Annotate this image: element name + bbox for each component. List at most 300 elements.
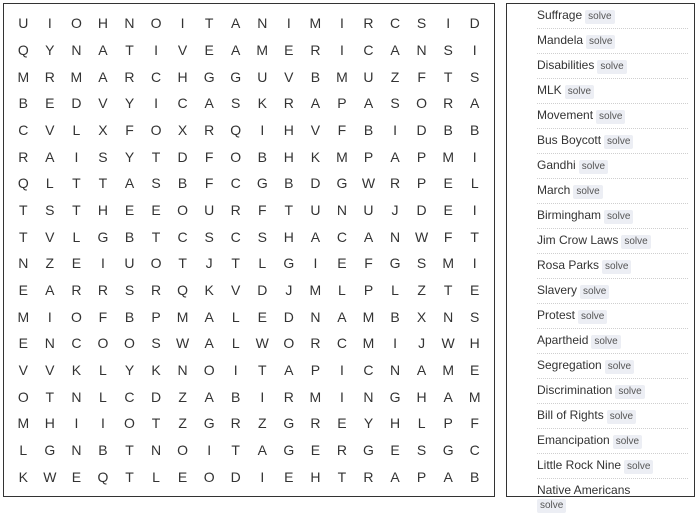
grid-letter[interactable]: U	[310, 201, 321, 218]
grid-letter[interactable]: E	[390, 441, 400, 458]
grid-letter[interactable]: I	[472, 201, 477, 218]
grid-letter[interactable]: L	[231, 335, 240, 352]
grid-letter[interactable]: R	[150, 281, 162, 298]
grid-letter[interactable]: T	[257, 361, 267, 378]
grid-letter[interactable]: B	[470, 121, 480, 138]
grid-letter[interactable]: L	[45, 175, 54, 192]
solve-button[interactable]: solve	[565, 85, 594, 99]
grid-letter[interactable]: O	[70, 15, 82, 32]
solve-button[interactable]: solve	[586, 35, 615, 49]
grid-letter[interactable]: S	[443, 41, 453, 58]
grid-letter[interactable]: V	[45, 121, 55, 138]
grid-letter[interactable]: P	[363, 281, 374, 298]
grid-letter[interactable]: H	[389, 415, 401, 432]
grid-letter[interactable]: N	[124, 15, 135, 32]
grid-letter[interactable]: O	[203, 361, 215, 378]
grid-letter[interactable]: R	[71, 281, 82, 298]
solve-button[interactable]: solve	[597, 60, 626, 74]
grid-letter[interactable]: T	[125, 468, 134, 485]
grid-letter[interactable]: E	[284, 468, 294, 485]
grid-letter[interactable]: U	[363, 68, 374, 85]
grid-letter[interactable]: N	[389, 228, 401, 245]
grid-letter[interactable]: P	[416, 148, 427, 165]
grid-letter[interactable]: K	[18, 468, 28, 485]
grid-letter[interactable]: A	[98, 41, 108, 58]
grid-letter[interactable]: Y	[45, 41, 55, 58]
grid-letter[interactable]: J	[391, 201, 399, 218]
grid-letter[interactable]: U	[124, 255, 135, 272]
grid-letter[interactable]: R	[283, 388, 294, 405]
grid-letter[interactable]: F	[98, 308, 108, 325]
grid-letter[interactable]: I	[446, 15, 451, 32]
solve-button[interactable]: solve	[604, 210, 633, 224]
grid-letter[interactable]: S	[151, 175, 161, 192]
grid-letter[interactable]: M	[468, 388, 481, 405]
grid-letter[interactable]: L	[338, 281, 346, 298]
solve-button[interactable]: solve	[580, 285, 609, 299]
grid-letter[interactable]: Z	[45, 255, 55, 272]
grid-letter[interactable]: Y	[124, 361, 135, 378]
solve-button[interactable]: solve	[596, 110, 625, 124]
grid-letter[interactable]: L	[152, 468, 160, 485]
grid-letter[interactable]: L	[470, 175, 479, 192]
grid-letter[interactable]: S	[416, 441, 427, 458]
grid-letter[interactable]: Q	[17, 175, 29, 192]
grid-letter[interactable]: C	[389, 15, 401, 32]
grid-letter[interactable]: O	[124, 415, 135, 432]
grid-letter[interactable]: G	[336, 175, 348, 192]
grid-letter[interactable]: E	[71, 468, 82, 485]
grid-letter[interactable]: A	[443, 468, 453, 485]
grid-letter[interactable]: H	[44, 415, 55, 432]
solve-button[interactable]: solve	[579, 160, 608, 174]
grid-letter[interactable]: R	[230, 415, 241, 432]
grid-letter[interactable]: R	[310, 335, 321, 352]
grid-letter[interactable]: G	[283, 415, 295, 432]
grid-letter[interactable]: Z	[390, 68, 400, 85]
grid-letter[interactable]: W	[361, 175, 376, 192]
solve-button[interactable]: solve	[578, 310, 607, 324]
solve-button[interactable]: solve	[585, 10, 614, 24]
grid-letter[interactable]: T	[470, 228, 479, 245]
grid-letter[interactable]: G	[203, 68, 215, 85]
grid-letter[interactable]: O	[150, 15, 162, 32]
grid-letter[interactable]: H	[283, 121, 294, 138]
grid-letter[interactable]: R	[443, 95, 454, 112]
grid-letter[interactable]: A	[390, 148, 400, 165]
grid-letter[interactable]: W	[255, 335, 269, 352]
grid-letter[interactable]: M	[442, 148, 454, 165]
grid-letter[interactable]: M	[362, 335, 375, 352]
grid-letter[interactable]: B	[231, 388, 241, 405]
grid-letter[interactable]: K	[204, 281, 214, 298]
grid-letter[interactable]: O	[150, 255, 162, 272]
grid-letter[interactable]: G	[283, 441, 295, 458]
grid-letter[interactable]: N	[443, 308, 454, 325]
grid-letter[interactable]: T	[231, 441, 240, 458]
grid-letter[interactable]: A	[204, 95, 214, 112]
grid-letter[interactable]: M	[336, 68, 348, 85]
grid-letter[interactable]: D	[469, 15, 480, 32]
grid-letter[interactable]: N	[336, 201, 347, 218]
solve-button[interactable]: solve	[602, 260, 631, 274]
grid-letter[interactable]: M	[309, 388, 322, 405]
grid-letter[interactable]: F	[257, 201, 267, 218]
grid-letter[interactable]: P	[363, 148, 374, 165]
grid-letter[interactable]: I	[154, 41, 158, 58]
grid-letter[interactable]: N	[177, 361, 188, 378]
grid-letter[interactable]: S	[204, 228, 214, 245]
solve-button[interactable]: solve	[615, 385, 644, 399]
grid-letter[interactable]: D	[416, 121, 427, 138]
grid-letter[interactable]: R	[336, 441, 347, 458]
grid-letter[interactable]: I	[339, 388, 344, 405]
grid-letter[interactable]: N	[44, 335, 55, 352]
grid-letter[interactable]: L	[99, 361, 107, 378]
grid-letter[interactable]: H	[97, 15, 108, 32]
grid-letter[interactable]: N	[363, 388, 374, 405]
grid-letter[interactable]: E	[443, 201, 453, 218]
grid-letter[interactable]: O	[203, 468, 215, 485]
grid-letter[interactable]: O	[124, 335, 135, 352]
grid-letter[interactable]: L	[258, 255, 267, 272]
grid-letter[interactable]: M	[336, 148, 348, 165]
grid-letter[interactable]: H	[177, 68, 188, 85]
grid-letter[interactable]: R	[389, 175, 401, 192]
grid-letter[interactable]: S	[151, 335, 161, 352]
grid-letter[interactable]: I	[233, 361, 238, 378]
grid-letter[interactable]: H	[97, 201, 108, 218]
grid-letter[interactable]: F	[337, 121, 347, 138]
grid-letter[interactable]: P	[151, 308, 161, 325]
grid-letter[interactable]: B	[257, 148, 267, 165]
grid-letter[interactable]: X	[416, 308, 427, 325]
grid-letter[interactable]: A	[231, 41, 241, 58]
grid-letter[interactable]: C	[230, 175, 241, 192]
grid-letter[interactable]: A	[45, 281, 55, 298]
grid-letter[interactable]: M	[442, 361, 454, 378]
grid-letter[interactable]: R	[18, 148, 29, 165]
grid-letter[interactable]: T	[45, 388, 55, 405]
grid-letter[interactable]: I	[207, 441, 212, 458]
grid-letter[interactable]: O	[230, 148, 242, 165]
grid-letter[interactable]: T	[18, 228, 28, 245]
grid-letter[interactable]: M	[17, 68, 30, 85]
grid-letter[interactable]: G	[389, 388, 401, 405]
grid-letter[interactable]: I	[74, 415, 79, 432]
solve-button[interactable]: solve	[624, 460, 653, 474]
grid-letter[interactable]: A	[45, 148, 55, 165]
grid-letter[interactable]: D	[177, 148, 188, 165]
grid-letter[interactable]: P	[310, 361, 321, 378]
grid-letter[interactable]: I	[100, 255, 105, 272]
grid-letter[interactable]: T	[443, 68, 453, 85]
grid-letter[interactable]: F	[204, 175, 214, 192]
grid-letter[interactable]: C	[177, 228, 188, 245]
grid-letter[interactable]: R	[44, 68, 55, 85]
grid-letter[interactable]: M	[309, 15, 322, 32]
grid-letter[interactable]: D	[257, 281, 268, 298]
grid-letter[interactable]: T	[151, 228, 161, 245]
grid-letter[interactable]: I	[472, 41, 477, 58]
grid-letter[interactable]: M	[309, 281, 322, 298]
grid-letter[interactable]: C	[336, 335, 347, 352]
grid-letter[interactable]: D	[230, 468, 241, 485]
grid-letter[interactable]: P	[416, 175, 427, 192]
grid-letter[interactable]: S	[390, 95, 400, 112]
grid-letter[interactable]: J	[285, 281, 293, 298]
grid-letter[interactable]: R	[363, 15, 374, 32]
grid-letter[interactable]: U	[363, 201, 374, 218]
grid-letter[interactable]: X	[98, 121, 108, 138]
grid-letter[interactable]: V	[18, 361, 28, 378]
grid-letter[interactable]: R	[310, 41, 321, 58]
grid-letter[interactable]: G	[442, 441, 454, 458]
grid-letter[interactable]: V	[45, 228, 55, 245]
grid-letter[interactable]: T	[337, 468, 347, 485]
grid-letter[interactable]: R	[310, 415, 321, 432]
grid-letter[interactable]: B	[443, 121, 453, 138]
grid-letter[interactable]: X	[177, 121, 188, 138]
grid-letter[interactable]: A	[204, 308, 214, 325]
grid-letter[interactable]: I	[339, 361, 344, 378]
grid-letter[interactable]: C	[18, 121, 29, 138]
grid-letter[interactable]: A	[310, 95, 321, 112]
grid-letter[interactable]: F	[470, 415, 479, 432]
grid-letter[interactable]: Q	[230, 121, 242, 138]
grid-letter[interactable]: C	[336, 228, 347, 245]
grid-letter[interactable]: A	[124, 175, 135, 192]
grid-letter[interactable]: V	[310, 121, 321, 138]
grid-letter[interactable]: I	[339, 15, 344, 32]
grid-letter[interactable]: T	[178, 255, 187, 272]
grid-letter[interactable]: U	[18, 15, 29, 32]
grid-letter[interactable]: L	[99, 388, 107, 405]
grid-letter[interactable]: E	[204, 41, 214, 58]
grid-letter[interactable]: H	[283, 228, 294, 245]
grid-letter[interactable]: M	[70, 68, 83, 85]
grid-letter[interactable]: W	[441, 335, 455, 352]
grid-letter[interactable]: E	[337, 415, 347, 432]
grid-letter[interactable]: I	[260, 388, 265, 405]
grid-letter[interactable]: A	[98, 68, 108, 85]
grid-letter[interactable]: O	[177, 441, 189, 458]
grid-letter[interactable]: A	[257, 441, 267, 458]
grid-letter[interactable]: N	[416, 41, 427, 58]
grid-letter[interactable]: S	[45, 201, 55, 218]
grid-letter[interactable]: T	[18, 201, 28, 218]
grid-letter[interactable]: I	[260, 121, 265, 138]
grid-letter[interactable]: M	[17, 308, 30, 325]
grid-letter[interactable]: T	[72, 175, 81, 192]
grid-letter[interactable]: I	[393, 335, 397, 352]
solve-button[interactable]: solve	[604, 135, 633, 149]
grid-letter[interactable]: O	[150, 121, 162, 138]
grid-letter[interactable]: M	[176, 308, 189, 325]
grid-letter[interactable]: C	[124, 388, 135, 405]
grid-letter[interactable]: A	[231, 15, 241, 32]
grid-letter[interactable]: I	[154, 95, 158, 112]
grid-letter[interactable]: I	[313, 255, 318, 272]
grid-letter[interactable]: O	[416, 95, 428, 112]
grid-letter[interactable]: M	[17, 415, 30, 432]
grid-letter[interactable]: I	[74, 148, 79, 165]
grid-letter[interactable]: I	[339, 41, 344, 58]
grid-letter[interactable]: Z	[257, 415, 267, 432]
grid-letter[interactable]: N	[150, 441, 162, 458]
grid-letter[interactable]: T	[284, 201, 294, 218]
grid-letter[interactable]: S	[231, 95, 241, 112]
grid-letter[interactable]: V	[98, 95, 108, 112]
grid-letter[interactable]: A	[443, 388, 453, 405]
grid-letter[interactable]: A	[337, 308, 347, 325]
grid-letter[interactable]: A	[390, 41, 400, 58]
grid-letter[interactable]: G	[283, 255, 295, 272]
grid-letter[interactable]: N	[389, 361, 401, 378]
grid-letter[interactable]: B	[363, 121, 374, 138]
grid-letter[interactable]: D	[150, 388, 162, 405]
solve-button[interactable]: solve	[621, 235, 650, 249]
grid-letter[interactable]: Q	[97, 468, 109, 485]
grid-letter[interactable]: N	[257, 15, 268, 32]
grid-letter[interactable]: T	[443, 281, 453, 298]
grid-letter[interactable]: L	[72, 121, 81, 138]
grid-letter[interactable]: T	[125, 441, 134, 458]
grid-letter[interactable]: E	[310, 441, 321, 458]
grid-letter[interactable]: P	[337, 95, 347, 112]
grid-letter[interactable]: F	[417, 68, 426, 85]
grid-letter[interactable]: E	[18, 281, 28, 298]
grid-letter[interactable]: V	[45, 361, 55, 378]
grid-letter[interactable]: Q	[17, 41, 29, 58]
grid-letter[interactable]: K	[71, 361, 82, 378]
solve-button[interactable]: solve	[607, 410, 636, 424]
grid-letter[interactable]: M	[256, 41, 269, 58]
grid-letter[interactable]: T	[151, 415, 161, 432]
grid-letter[interactable]: L	[391, 281, 399, 298]
grid-letter[interactable]: N	[71, 41, 82, 58]
grid-letter[interactable]: A	[470, 95, 480, 112]
grid-letter[interactable]: G	[389, 255, 401, 272]
grid-letter[interactable]: B	[390, 308, 400, 325]
solve-button[interactable]: solve	[537, 499, 566, 513]
grid-letter[interactable]: K	[310, 148, 321, 165]
grid-letter[interactable]: O	[177, 201, 189, 218]
grid-letter[interactable]: O	[97, 335, 109, 352]
grid-letter[interactable]: B	[310, 68, 321, 85]
grid-letter[interactable]: H	[283, 148, 294, 165]
grid-letter[interactable]: E	[71, 255, 82, 272]
grid-letter[interactable]: N	[71, 441, 82, 458]
grid-letter[interactable]: G	[363, 441, 374, 458]
grid-letter[interactable]: F	[364, 255, 373, 272]
grid-letter[interactable]: A	[204, 388, 214, 405]
grid-letter[interactable]: B	[124, 228, 135, 245]
grid-letter[interactable]: I	[47, 15, 52, 32]
grid-letter[interactable]: O	[283, 335, 295, 352]
grid-letter[interactable]: O	[17, 388, 29, 405]
solve-button[interactable]: solve	[573, 185, 602, 199]
grid-letter[interactable]: S	[416, 255, 427, 272]
grid-letter[interactable]: A	[416, 361, 427, 378]
grid-letter[interactable]: E	[18, 335, 28, 352]
grid-letter[interactable]: I	[472, 255, 477, 272]
grid-letter[interactable]: I	[393, 121, 397, 138]
solve-button[interactable]: solve	[591, 335, 620, 349]
grid-letter[interactable]: E	[470, 361, 480, 378]
grid-letter[interactable]: T	[151, 148, 161, 165]
grid-letter[interactable]: E	[470, 281, 480, 298]
grid-letter[interactable]: E	[151, 201, 161, 218]
grid-letter[interactable]: Z	[417, 281, 426, 298]
grid-letter[interactable]: C	[469, 441, 480, 458]
grid-letter[interactable]: A	[390, 468, 400, 485]
grid-letter[interactable]: B	[98, 441, 108, 458]
grid-letter[interactable]: R	[230, 201, 241, 218]
grid-letter[interactable]: C	[71, 335, 82, 352]
grid-letter[interactable]: N	[71, 388, 82, 405]
grid-letter[interactable]: Y	[124, 148, 135, 165]
grid-letter[interactable]: G	[97, 228, 109, 245]
grid-letter[interactable]: G	[230, 68, 242, 85]
grid-letter[interactable]: K	[151, 361, 161, 378]
grid-letter[interactable]: I	[100, 415, 105, 432]
grid-letter[interactable]: V	[284, 68, 294, 85]
grid-letter[interactable]: C	[230, 228, 241, 245]
grid-letter[interactable]: P	[443, 415, 453, 432]
grid-letter[interactable]: L	[72, 228, 81, 245]
grid-letter[interactable]: O	[70, 308, 82, 325]
grid-letter[interactable]: K	[257, 95, 267, 112]
grid-letter[interactable]: B	[470, 468, 480, 485]
grid-letter[interactable]: A	[284, 361, 294, 378]
grid-letter[interactable]: L	[231, 308, 240, 325]
grid-letter[interactable]: Q	[177, 281, 189, 298]
grid-letter[interactable]: F	[443, 228, 453, 245]
grid-letter[interactable]: H	[469, 335, 480, 352]
grid-letter[interactable]: R	[363, 468, 374, 485]
grid-letter[interactable]: C	[177, 95, 188, 112]
grid-letter[interactable]: I	[260, 468, 265, 485]
grid-letter[interactable]: B	[284, 175, 294, 192]
grid-letter[interactable]: R	[97, 281, 108, 298]
grid-letter[interactable]: E	[257, 308, 267, 325]
grid-letter[interactable]: U	[204, 201, 215, 218]
grid-letter[interactable]: F	[125, 121, 134, 138]
grid-letter[interactable]: L	[19, 441, 28, 458]
grid-letter[interactable]: M	[362, 308, 375, 325]
grid-letter[interactable]: I	[286, 15, 291, 32]
grid-letter[interactable]: W	[175, 335, 190, 352]
grid-letter[interactable]: J	[205, 255, 213, 272]
grid-letter[interactable]: W	[43, 468, 57, 485]
grid-letter[interactable]: H	[310, 468, 321, 485]
grid-letter[interactable]: J	[418, 335, 426, 352]
grid-letter[interactable]: R	[124, 68, 135, 85]
grid-letter[interactable]: S	[257, 228, 267, 245]
grid-letter[interactable]: S	[470, 68, 480, 85]
grid-letter[interactable]: G	[44, 441, 56, 458]
grid-letter[interactable]: T	[98, 175, 108, 192]
grid-letter[interactable]: M	[442, 255, 454, 272]
grid-letter[interactable]: G	[256, 175, 268, 192]
grid-letter[interactable]: Y	[363, 415, 374, 432]
grid-letter[interactable]: E	[124, 201, 135, 218]
grid-letter[interactable]: H	[416, 388, 427, 405]
grid-letter[interactable]: S	[470, 308, 480, 325]
solve-button[interactable]: solve	[613, 435, 642, 449]
grid-letter[interactable]: Y	[124, 95, 135, 112]
